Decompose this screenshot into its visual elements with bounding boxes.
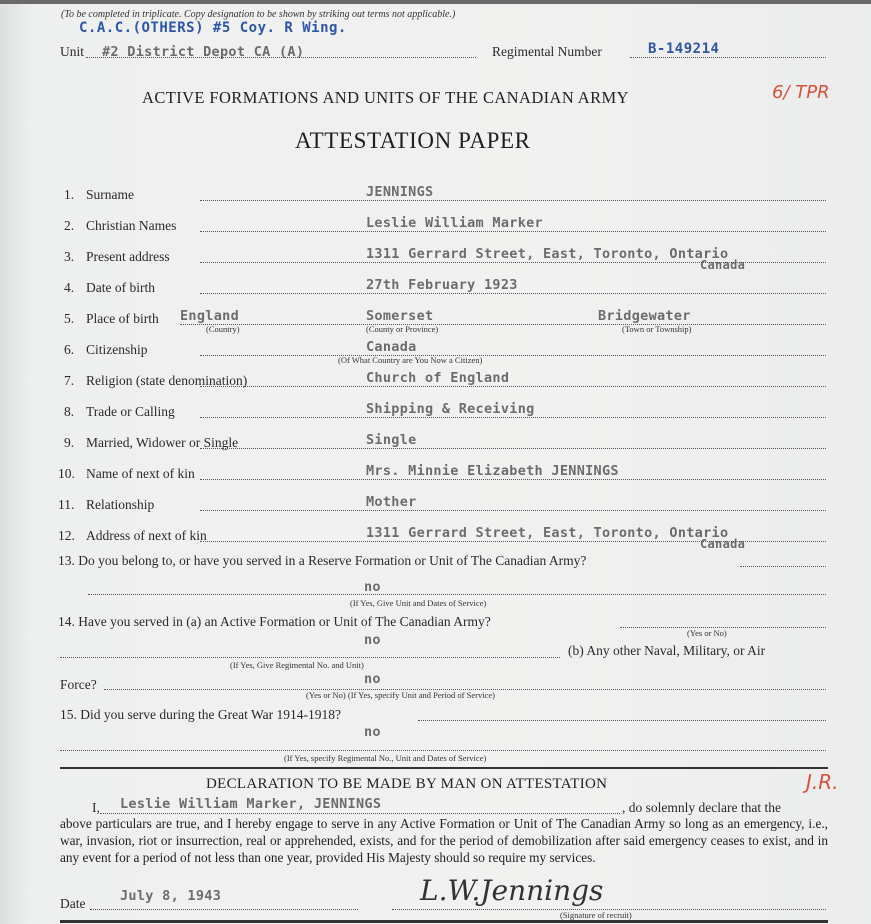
field-label: Relationship — [86, 497, 155, 512]
field-number: 4. — [64, 280, 75, 295]
q15-answer-line — [60, 750, 826, 751]
instruction-text: (To be completed in triplicate. Copy designation to be shown by striking out terms not applicable.) — [61, 9, 456, 20]
field-value[interactable]: 1311 Gerrard Street, East, Toronto, Ontario — [366, 246, 729, 262]
q14a-answer-line — [60, 657, 560, 658]
q13-answer[interactable]: no — [364, 579, 381, 595]
field-value-line2: Canada — [700, 537, 746, 551]
date-line — [90, 909, 358, 910]
annotation-initials: J.R. — [806, 770, 839, 794]
q13-line — [740, 566, 826, 567]
field-label: Date of birth — [86, 280, 155, 295]
field-number: 5. — [64, 311, 75, 326]
field-value[interactable]: Single — [366, 432, 417, 448]
bottom-rule — [60, 920, 828, 923]
birth-country[interactable]: England — [180, 308, 239, 324]
field-label: Christian Names — [86, 218, 177, 233]
question-14b: (b) Any other Naval, Military, or Air — [568, 643, 766, 658]
field-value-line2: Canada — [700, 258, 746, 272]
question-13: 13. Do you belong to, or have you served in a Reserve Formation or Unit of The Canadian Army? — [58, 553, 587, 568]
field-line — [200, 293, 826, 294]
declaration-name[interactable]: Leslie William Marker, JENNINGS — [120, 796, 382, 812]
field-label: Address of next of kin — [86, 528, 207, 543]
field-value[interactable]: 1311 Gerrard Street, East, Toronto, Ontario — [366, 525, 729, 541]
field-value[interactable]: 27th February 1923 — [366, 277, 518, 293]
scan-edge — [0, 0, 871, 4]
field-value[interactable]: Mother — [366, 494, 417, 510]
formation-title: ACTIVE FORMATIONS AND UNITS OF THE CANADIAN ARMY — [142, 88, 629, 107]
q13-caption: (If Yes, Give Unit and Dates of Service) — [350, 598, 487, 608]
declaration-prefix: I, — [92, 800, 100, 815]
field-label: Surname — [86, 187, 134, 202]
q14a-caption: (If Yes, Give Regimental No. and Unit) — [230, 660, 364, 670]
field-label: Citizenship — [86, 342, 148, 357]
field-line — [200, 448, 826, 449]
q15-caption: (If Yes, specify Regimental No., Unit and Dates of Service) — [284, 753, 487, 763]
question-15: 15. Did you serve during the Great War 1914-1918? — [60, 707, 341, 722]
field-line — [200, 417, 826, 418]
regimental-number-line — [630, 57, 826, 58]
field-number: 1. — [64, 187, 75, 202]
field-line — [180, 324, 826, 325]
regimental-number-label: Regimental Number — [492, 44, 602, 59]
recruit-signature[interactable]: L.W.Jennings — [420, 874, 604, 907]
field-number: 10. — [58, 466, 75, 481]
unit-label: Unit — [60, 44, 85, 59]
field-line — [200, 479, 826, 480]
declaration-title: DECLARATION TO BE MADE BY MAN ON ATTESTATION — [206, 776, 608, 792]
birth-town[interactable]: Bridgewater — [598, 308, 691, 324]
birth-town-caption: (Town or Township) — [622, 324, 692, 334]
field-value[interactable]: Shipping & Receiving — [366, 401, 535, 417]
field-number: 12. — [58, 528, 75, 543]
signature-caption: (Signature of recruit) — [560, 910, 632, 920]
declaration-name-line — [100, 813, 620, 814]
field-value[interactable]: Canada — [366, 339, 417, 355]
birth-country-caption: (Country) — [206, 324, 240, 334]
field-number: 9. — [64, 435, 75, 450]
field-label: Name of next of kin — [86, 466, 195, 481]
field-label: Trade or Calling — [86, 404, 175, 419]
q14a-yesno-caption: (Yes or No) — [687, 628, 727, 638]
field-number: 2. — [64, 218, 75, 233]
field-line — [200, 355, 826, 356]
question-14b-cont: Force? — [60, 677, 97, 692]
regimental-number-value[interactable]: B-149214 — [648, 41, 720, 57]
field-label: Religion (state denomination) — [86, 373, 248, 388]
field-value[interactable]: Leslie William Marker — [366, 215, 543, 231]
field-number: 3. — [64, 249, 75, 264]
field-line — [200, 510, 826, 511]
unit-designation-stamp: C.A.C.(OTHERS) #5 Coy. R Wing. — [79, 20, 347, 36]
question-14a: 14. Have you served in (a) an Active Formation or Unit of The Canadian Army? — [58, 614, 491, 629]
date-label: Date — [60, 896, 86, 911]
section-divider — [60, 767, 828, 769]
birth-county-caption: (County or Province) — [366, 324, 439, 334]
q14b-answer[interactable]: no — [364, 671, 381, 687]
field-label: Present address — [86, 249, 170, 264]
q15-answer[interactable]: no — [364, 724, 381, 740]
field-label: Place of birth — [86, 311, 159, 326]
q14a-answer[interactable]: no — [364, 632, 381, 648]
declaration-suffix: , do solemnly declare that the — [622, 800, 781, 815]
field-value[interactable]: Church of England — [366, 370, 510, 386]
page-title: ATTESTATION PAPER — [295, 128, 531, 153]
citizenship-caption: (Of What Country are You Now a Citizen) — [338, 355, 483, 365]
annotation-top-right: 6/ TPR — [772, 82, 830, 103]
declaration-body: above particulars are true, and I hereby engage to serve in any Active Formation or Unit of The Canadian Army so long as an emergency, i.e., war, invasion, riot or insurrection, real or apprehended, exists, and for the period of demobilization after said emergency ceases to exist, and in any event for a period of not less than one year, provided His Majesty should so require my services. — [60, 816, 828, 865]
field-line — [200, 200, 826, 201]
date-value[interactable]: July 8, 1943 — [120, 888, 222, 904]
birth-county[interactable]: Somerset — [366, 308, 434, 324]
unit-value[interactable]: #2 District Depot CA (A) — [102, 44, 305, 60]
field-number: 6. — [64, 342, 75, 357]
q13-answer-line — [88, 594, 826, 595]
q15-line — [418, 720, 826, 721]
field-number: 8. — [64, 404, 75, 419]
field-value[interactable]: JENNINGS — [366, 184, 434, 200]
field-label: Married, Widower or Single — [86, 435, 239, 450]
field-number: 7. — [64, 373, 75, 388]
field-value[interactable]: Mrs. Minnie Elizabeth JENNINGS — [366, 463, 619, 479]
field-number: 11. — [58, 497, 75, 512]
q14b-caption: (Yes or No) (If Yes, specify Unit and Period of Service) — [306, 690, 495, 700]
field-line — [200, 386, 826, 387]
field-line — [200, 231, 826, 232]
